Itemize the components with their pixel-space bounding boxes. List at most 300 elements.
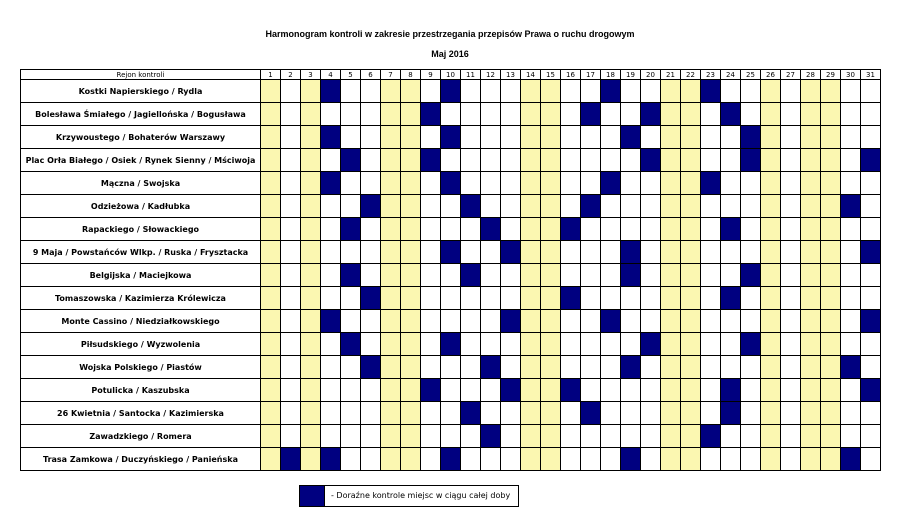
day-cell <box>581 80 601 103</box>
day-header: 28 <box>801 70 821 80</box>
day-cell <box>281 126 301 149</box>
day-cell <box>741 241 761 264</box>
marked-cell <box>361 356 381 379</box>
marked-cell <box>601 310 621 333</box>
weekend-cell <box>401 80 421 103</box>
weekend-cell <box>801 103 821 126</box>
day-cell <box>781 126 801 149</box>
day-cell <box>641 264 661 287</box>
weekend-cell <box>261 149 281 172</box>
table-row <box>21 448 881 471</box>
day-cell <box>581 287 601 310</box>
day-cell <box>721 264 741 287</box>
weekend-cell <box>821 241 841 264</box>
day-cell <box>701 379 721 402</box>
weekend-cell <box>301 379 321 402</box>
day-cell <box>581 149 601 172</box>
day-cell <box>741 287 761 310</box>
day-cell <box>441 195 461 218</box>
weekend-cell <box>401 218 421 241</box>
day-cell <box>461 379 481 402</box>
day-cell <box>601 425 621 448</box>
day-cell <box>421 218 441 241</box>
weekend-cell <box>521 103 541 126</box>
day-cell <box>601 356 621 379</box>
weekend-cell <box>401 195 421 218</box>
day-cell <box>561 425 581 448</box>
weekend-cell <box>521 402 541 425</box>
marked-cell <box>421 103 441 126</box>
day-cell <box>641 379 661 402</box>
day-cell <box>841 402 861 425</box>
weekend-cell <box>681 126 701 149</box>
weekend-cell <box>761 103 781 126</box>
day-cell <box>461 310 481 333</box>
weekend-cell <box>821 172 841 195</box>
day-header: 12 <box>481 70 501 80</box>
marked-cell <box>441 126 461 149</box>
weekend-cell <box>381 149 401 172</box>
day-cell <box>321 287 341 310</box>
day-cell <box>701 195 721 218</box>
day-cell <box>341 80 361 103</box>
day-header: 7 <box>381 70 401 80</box>
weekend-cell <box>661 379 681 402</box>
day-cell <box>441 287 461 310</box>
day-cell <box>581 172 601 195</box>
weekend-cell <box>301 264 321 287</box>
weekend-cell <box>821 195 841 218</box>
day-cell <box>861 356 881 379</box>
day-cell <box>341 103 361 126</box>
weekend-cell <box>521 241 541 264</box>
weekend-cell <box>541 333 561 356</box>
region-name: Krzywoustego / Bohaterów Warszawy <box>21 126 261 149</box>
marked-cell <box>621 356 641 379</box>
weekend-cell <box>761 448 781 471</box>
day-cell <box>601 379 621 402</box>
day-cell <box>721 241 741 264</box>
weekend-cell <box>761 149 781 172</box>
day-cell <box>281 356 301 379</box>
weekend-cell <box>521 356 541 379</box>
day-cell <box>321 425 341 448</box>
day-cell <box>781 310 801 333</box>
day-header: 27 <box>781 70 801 80</box>
weekend-cell <box>261 425 281 448</box>
marked-cell <box>581 103 601 126</box>
day-cell <box>501 425 521 448</box>
weekend-cell <box>801 448 821 471</box>
weekend-cell <box>521 80 541 103</box>
weekend-cell <box>401 264 421 287</box>
day-cell <box>781 287 801 310</box>
marked-cell <box>361 195 381 218</box>
day-cell <box>341 195 361 218</box>
day-cell <box>721 425 741 448</box>
day-header: 25 <box>741 70 761 80</box>
weekend-cell <box>761 287 781 310</box>
day-cell <box>461 149 481 172</box>
day-cell <box>601 241 621 264</box>
day-cell <box>621 425 641 448</box>
region-name: Plac Orła Białego / Osiek / Rynek Sienny / Mściwoja <box>21 149 261 172</box>
day-header: 11 <box>461 70 481 80</box>
weekend-cell <box>821 356 841 379</box>
day-cell <box>481 287 501 310</box>
marked-cell <box>361 287 381 310</box>
day-cell <box>861 103 881 126</box>
marked-cell <box>621 126 641 149</box>
day-header: 17 <box>581 70 601 80</box>
region-name: Belgijska / Maciejkowa <box>21 264 261 287</box>
day-cell <box>501 172 521 195</box>
weekend-cell <box>301 103 321 126</box>
weekend-cell <box>661 241 681 264</box>
day-cell <box>601 218 621 241</box>
day-cell <box>361 149 381 172</box>
day-cell <box>461 172 481 195</box>
day-cell <box>641 241 661 264</box>
day-cell <box>841 172 861 195</box>
day-header: 15 <box>541 70 561 80</box>
day-cell <box>601 126 621 149</box>
weekend-cell <box>541 218 561 241</box>
weekend-cell <box>761 218 781 241</box>
weekend-cell <box>661 425 681 448</box>
day-cell <box>781 425 801 448</box>
marked-cell <box>321 448 341 471</box>
day-cell <box>841 103 861 126</box>
day-cell <box>581 356 601 379</box>
day-cell <box>841 425 861 448</box>
marked-cell <box>721 287 741 310</box>
day-cell <box>481 103 501 126</box>
marked-cell <box>461 195 481 218</box>
day-cell <box>721 448 741 471</box>
weekend-cell <box>381 379 401 402</box>
day-cell <box>361 241 381 264</box>
marked-cell <box>721 103 741 126</box>
weekend-cell <box>661 333 681 356</box>
weekend-cell <box>301 126 321 149</box>
day-cell <box>361 103 381 126</box>
weekend-cell <box>681 172 701 195</box>
day-cell <box>841 333 861 356</box>
day-cell <box>781 333 801 356</box>
table-row <box>21 264 881 287</box>
marked-cell <box>701 80 721 103</box>
table-row <box>21 149 881 172</box>
weekend-cell <box>761 425 781 448</box>
day-cell <box>561 103 581 126</box>
day-cell <box>501 80 521 103</box>
day-cell <box>861 172 881 195</box>
day-cell <box>461 80 481 103</box>
day-cell <box>701 149 721 172</box>
weekend-cell <box>261 402 281 425</box>
day-cell <box>701 218 721 241</box>
marked-cell <box>441 448 461 471</box>
weekend-cell <box>401 103 421 126</box>
weekend-cell <box>521 218 541 241</box>
day-cell <box>321 356 341 379</box>
weekend-cell <box>801 310 821 333</box>
marked-cell <box>321 310 341 333</box>
day-cell <box>481 241 501 264</box>
day-header: 30 <box>841 70 861 80</box>
day-cell <box>421 172 441 195</box>
day-cell <box>481 149 501 172</box>
day-cell <box>361 172 381 195</box>
day-cell <box>841 80 861 103</box>
table-row <box>21 80 881 103</box>
weekend-cell <box>381 402 401 425</box>
marked-cell <box>641 333 661 356</box>
day-cell <box>721 195 741 218</box>
day-header: 6 <box>361 70 381 80</box>
marked-cell <box>861 310 881 333</box>
weekend-cell <box>261 264 281 287</box>
day-cell <box>641 218 661 241</box>
day-cell <box>841 287 861 310</box>
day-cell <box>581 126 601 149</box>
weekend-cell <box>821 149 841 172</box>
day-cell <box>321 149 341 172</box>
day-cell <box>861 80 881 103</box>
weekend-cell <box>681 241 701 264</box>
day-cell <box>481 402 501 425</box>
day-cell <box>861 333 881 356</box>
day-cell <box>281 310 301 333</box>
day-cell <box>321 218 341 241</box>
weekend-cell <box>261 379 281 402</box>
day-cell <box>421 80 441 103</box>
day-cell <box>741 356 761 379</box>
day-cell <box>621 310 641 333</box>
weekend-cell <box>541 264 561 287</box>
weekend-cell <box>521 287 541 310</box>
day-cell <box>281 80 301 103</box>
weekend-cell <box>521 172 541 195</box>
day-cell <box>721 172 741 195</box>
weekend-cell <box>521 448 541 471</box>
day-cell <box>361 448 381 471</box>
marked-cell <box>501 241 521 264</box>
day-cell <box>341 356 361 379</box>
day-cell <box>581 379 601 402</box>
day-cell <box>621 287 641 310</box>
day-cell <box>861 425 881 448</box>
day-cell <box>621 218 641 241</box>
table-row <box>21 195 881 218</box>
day-header: 19 <box>621 70 641 80</box>
region-name: 9 Maja / Powstańców Wlkp. / Ruska / Frysztacka <box>21 241 261 264</box>
day-cell <box>601 264 621 287</box>
weekend-cell <box>521 264 541 287</box>
marked-cell <box>481 425 501 448</box>
marked-cell <box>341 218 361 241</box>
weekend-cell <box>681 149 701 172</box>
day-cell <box>461 425 481 448</box>
day-cell <box>421 402 441 425</box>
day-cell <box>621 333 641 356</box>
marked-cell <box>741 126 761 149</box>
day-cell <box>361 402 381 425</box>
day-header: 21 <box>661 70 681 80</box>
region-name: Kostki Napierskiego / Rydla <box>21 80 261 103</box>
day-cell <box>781 448 801 471</box>
day-cell <box>781 218 801 241</box>
day-cell <box>281 149 301 172</box>
day-cell <box>721 356 741 379</box>
day-cell <box>861 195 881 218</box>
weekend-cell <box>661 310 681 333</box>
day-cell <box>581 425 601 448</box>
weekend-cell <box>801 402 821 425</box>
header-region-label: Rejon kontroli <box>21 70 261 80</box>
marked-cell <box>861 149 881 172</box>
day-cell <box>281 402 301 425</box>
day-cell <box>561 126 581 149</box>
day-header: 1 <box>261 70 281 80</box>
day-cell <box>861 218 881 241</box>
weekend-cell <box>801 356 821 379</box>
weekend-cell <box>301 287 321 310</box>
weekend-cell <box>761 402 781 425</box>
weekend-cell <box>681 356 701 379</box>
weekend-cell <box>821 103 841 126</box>
day-header: 20 <box>641 70 661 80</box>
day-header: 18 <box>601 70 621 80</box>
day-cell <box>581 241 601 264</box>
marked-cell <box>441 333 461 356</box>
weekend-cell <box>801 149 821 172</box>
day-cell <box>481 448 501 471</box>
region-name: Rapackiego / Słowackiego <box>21 218 261 241</box>
day-cell <box>641 126 661 149</box>
day-cell <box>421 264 441 287</box>
day-cell <box>741 172 761 195</box>
day-cell <box>701 356 721 379</box>
day-cell <box>621 379 641 402</box>
weekend-cell <box>521 425 541 448</box>
day-cell <box>501 126 521 149</box>
weekend-cell <box>301 80 321 103</box>
weekend-cell <box>261 356 281 379</box>
table-row <box>21 356 881 379</box>
day-cell <box>561 356 581 379</box>
marked-cell <box>601 172 621 195</box>
table-row <box>21 218 881 241</box>
day-header: 13 <box>501 70 521 80</box>
marked-cell <box>561 218 581 241</box>
day-cell <box>641 356 661 379</box>
day-cell <box>641 172 661 195</box>
day-cell <box>561 264 581 287</box>
day-cell <box>501 402 521 425</box>
day-cell <box>621 172 641 195</box>
weekend-cell <box>541 379 561 402</box>
weekend-cell <box>681 402 701 425</box>
weekend-cell <box>261 80 281 103</box>
day-cell <box>321 241 341 264</box>
day-cell <box>621 80 641 103</box>
weekend-cell <box>381 448 401 471</box>
day-cell <box>501 195 521 218</box>
weekend-cell <box>541 287 561 310</box>
day-cell <box>641 310 661 333</box>
day-cell <box>841 310 861 333</box>
day-cell <box>321 103 341 126</box>
weekend-cell <box>381 241 401 264</box>
marked-cell <box>701 425 721 448</box>
day-cell <box>441 264 461 287</box>
marked-cell <box>841 356 861 379</box>
weekend-cell <box>661 149 681 172</box>
weekend-cell <box>521 379 541 402</box>
day-cell <box>341 126 361 149</box>
marked-cell <box>441 241 461 264</box>
weekend-cell <box>301 172 321 195</box>
day-cell <box>501 333 521 356</box>
weekend-cell <box>661 172 681 195</box>
day-cell <box>321 333 341 356</box>
day-cell <box>341 172 361 195</box>
day-cell <box>561 241 581 264</box>
region-name: Tomaszowska / Kazimierza Królewicza <box>21 287 261 310</box>
marked-cell <box>861 241 881 264</box>
weekend-cell <box>261 333 281 356</box>
weekend-cell <box>521 195 541 218</box>
weekend-cell <box>661 264 681 287</box>
marked-cell <box>441 172 461 195</box>
region-name: Monte Cassino / Niedziałkowskiego <box>21 310 261 333</box>
day-cell <box>861 402 881 425</box>
day-header: 14 <box>521 70 541 80</box>
marked-cell <box>341 333 361 356</box>
weekend-cell <box>761 333 781 356</box>
weekend-cell <box>761 126 781 149</box>
marked-cell <box>421 149 441 172</box>
day-cell <box>281 287 301 310</box>
day-cell <box>841 379 861 402</box>
day-cell <box>501 448 521 471</box>
marked-cell <box>441 80 461 103</box>
day-cell <box>621 149 641 172</box>
day-cell <box>441 103 461 126</box>
day-cell <box>701 333 721 356</box>
marked-cell <box>841 448 861 471</box>
day-cell <box>841 126 861 149</box>
weekend-cell <box>381 195 401 218</box>
day-cell <box>861 126 881 149</box>
day-cell <box>501 287 521 310</box>
day-cell <box>321 195 341 218</box>
marked-cell <box>421 379 441 402</box>
weekend-cell <box>521 310 541 333</box>
day-cell <box>361 425 381 448</box>
day-cell <box>741 310 761 333</box>
weekend-cell <box>381 425 401 448</box>
day-cell <box>781 241 801 264</box>
day-cell <box>341 241 361 264</box>
day-cell <box>361 379 381 402</box>
day-cell <box>701 402 721 425</box>
day-cell <box>281 379 301 402</box>
day-cell <box>281 264 301 287</box>
marked-cell <box>581 195 601 218</box>
